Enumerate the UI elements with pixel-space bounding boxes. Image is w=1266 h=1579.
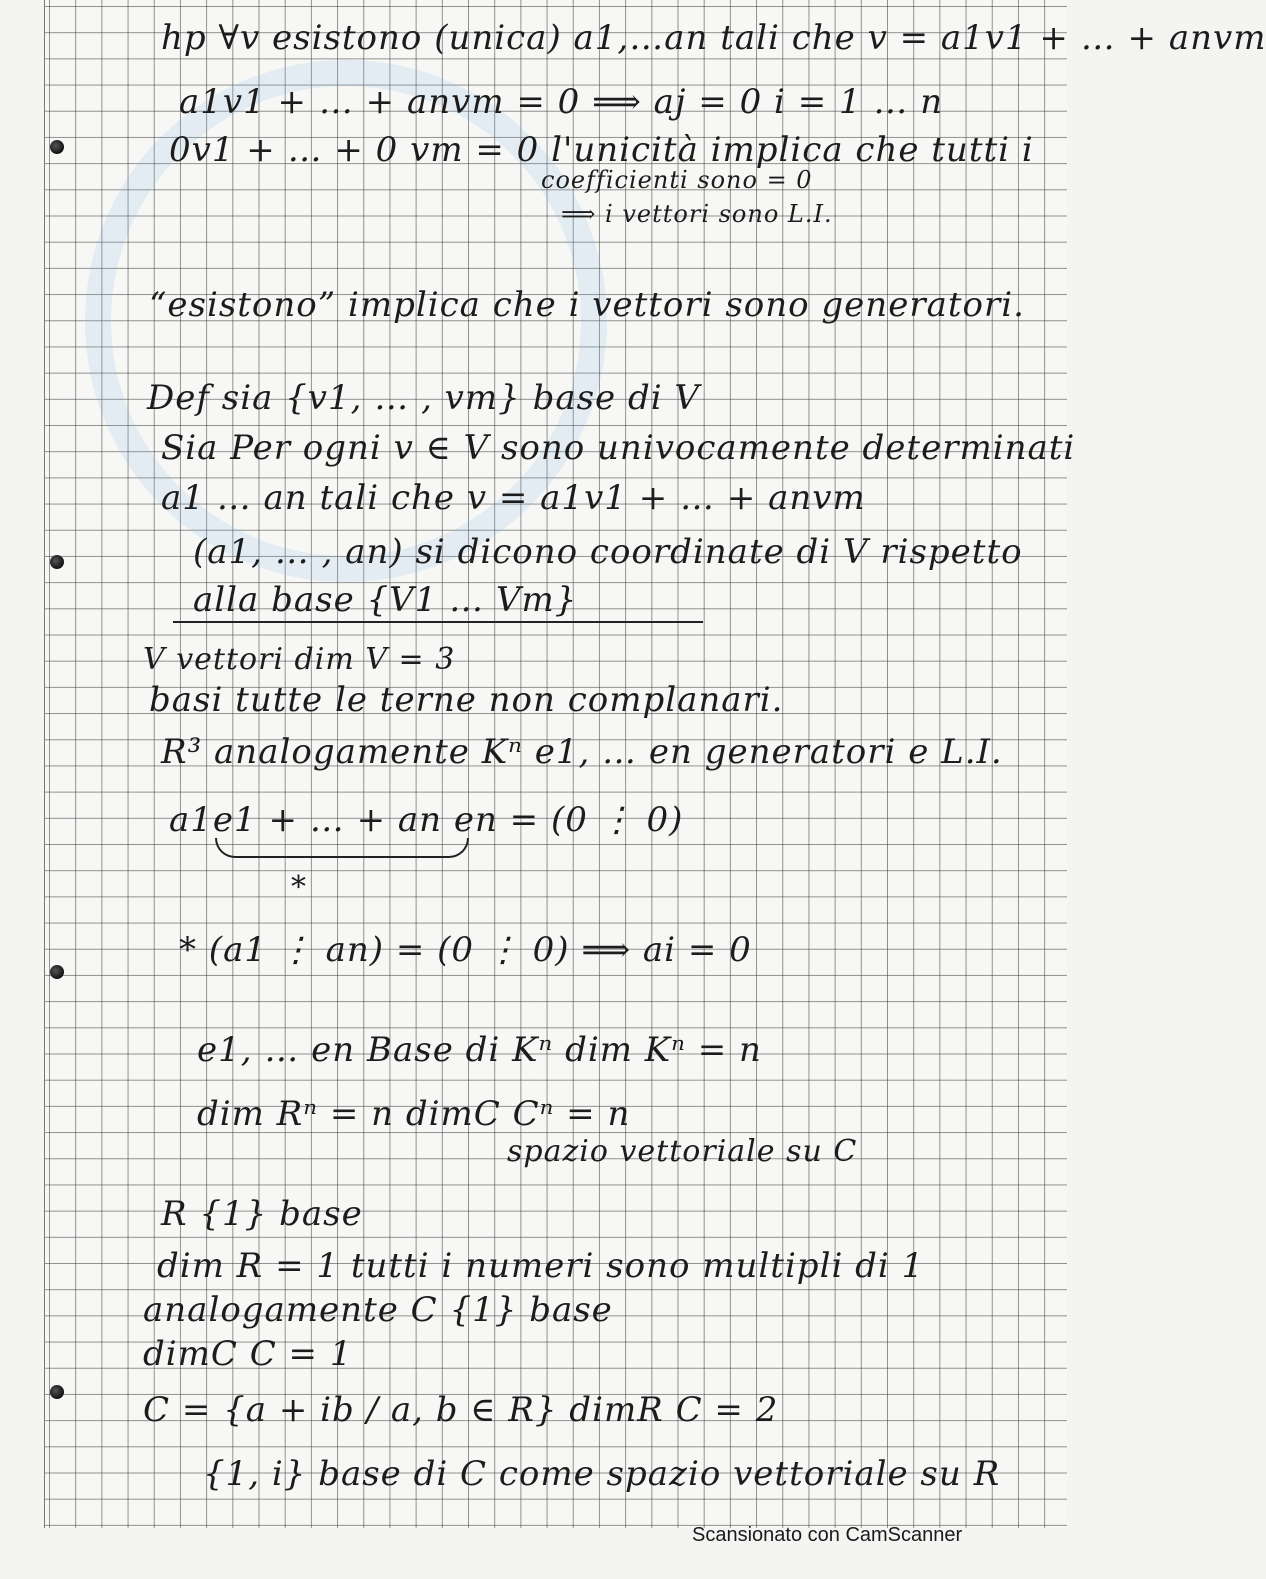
binder-hole-4 [50,1385,64,1399]
note-line-20: spazio vettoriale su C [507,1134,858,1169]
note-line-21: R {1} base [161,1194,363,1234]
note-line-16: * [291,870,307,905]
note-line-8: Sia Per ogni v ∈ V sono univocamente determinati [161,428,1076,468]
note-line-24: dimC C = 1 [143,1334,353,1374]
note-line-11: alla base {V1 … Vm} [193,580,578,620]
section-divider [173,621,703,623]
note-line-12: V vettori dim V = 3 [143,642,456,677]
camscanner-footer: Scansionato con CamScanner [692,1524,963,1546]
note-line-10: (a1, … , an) si dicono coordinate di V rispetto [193,532,1023,572]
note-line-18: e1, … en Base di Kⁿ dim Kⁿ = n [197,1030,762,1070]
note-line-22: dim R = 1 tutti i numeri sono multipli di 1 [157,1246,925,1286]
note-line-17: * (a1 ⋮ an) = (0 ⋮ 0) ⟹ ai = 0 [179,930,752,970]
note-line-19: dim Rⁿ = n dimC Cⁿ = n [197,1094,631,1134]
note-line-14: R³ analogamente Kⁿ e1, … en generatori e L.I. [161,732,1003,772]
grid-paper-sheet [44,0,1266,1528]
note-line-23: analogamente C {1} base [143,1290,613,1330]
note-line-2: a1v1 + … + anvm = 0 ⟹ aj = 0 i = 1 … n [179,82,944,122]
binder-hole-2 [50,555,64,569]
note-line-3: 0v1 + … + 0 vm = 0 l'unicità implica che tutti i [169,130,1034,170]
note-line-13: basi tutte le terne non complanari. [149,680,784,720]
note-line-5: ⟹ i vettori sono L.I. [561,200,833,228]
note-line-15: a1e1 + … + an en = (0 ⋮ 0) [169,800,684,840]
note-line-26: {1, i} base di C come spazio vettoriale su R [203,1454,1001,1494]
note-line-1: hp ∀v esistono (unica) a1,…an tali che v = a1v1 + … + anvm [161,18,1266,58]
binder-hole-3 [50,965,64,979]
binder-hole-1 [50,140,64,154]
note-line-9: a1 … an tali che v = a1v1 + … + anvm [161,478,866,518]
note-line-6: “esistono” implica che i vettori sono generatori. [149,285,1025,325]
note-line-25: C = {a + ib / a, b ∈ R} dimR C = 2 [143,1390,779,1430]
note-line-4: coefficienti sono = 0 [541,166,813,194]
note-line-7: Def sia {v1, … , vm} base di V [147,378,700,418]
underbrace [215,838,469,858]
